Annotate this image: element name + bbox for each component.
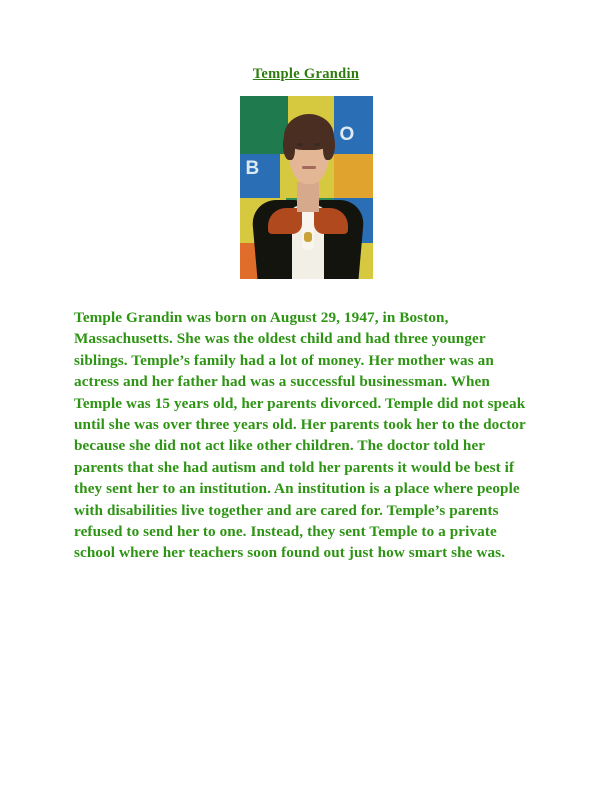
hair-right [323, 130, 335, 160]
backdrop-letter: O [339, 124, 356, 145]
body-paragraph: Temple Grandin was born on August 29, 1947, in Boston, Massachusetts. She was the oldest child and had three younger siblings. Temple’s family had a lot of money. Her mother was an actress and her father had was a successful businessman. When Temple was 15 years old, her parents divorced. Temple did not speak until she was over three years old. Her parents took her to the doctor because she did not act like other children. The doctor told her parents that she had autism and told her parents it would be best if they sent her to an institution. An institution is a place where people with disabilities live together and are cared for. Temple’s parents refused to send her to one. Instead, they sent Temple to a private school where her teachers soon found out just how smart she was. [74, 309, 526, 562]
neck [297, 182, 319, 212]
eye-right [314, 143, 320, 146]
bolo-clasp [304, 232, 312, 242]
hair-left [283, 130, 295, 160]
backdrop-letter: B [245, 158, 261, 179]
person-figure [240, 96, 373, 279]
photo-of-temple-grandin [240, 96, 373, 279]
necktie [302, 208, 314, 250]
figure-container [0, 96, 612, 279]
body-text-block [0, 307, 612, 564]
mouth [302, 166, 316, 169]
eye-left [297, 143, 303, 146]
page-title: Temple Grandin [252, 66, 360, 82]
